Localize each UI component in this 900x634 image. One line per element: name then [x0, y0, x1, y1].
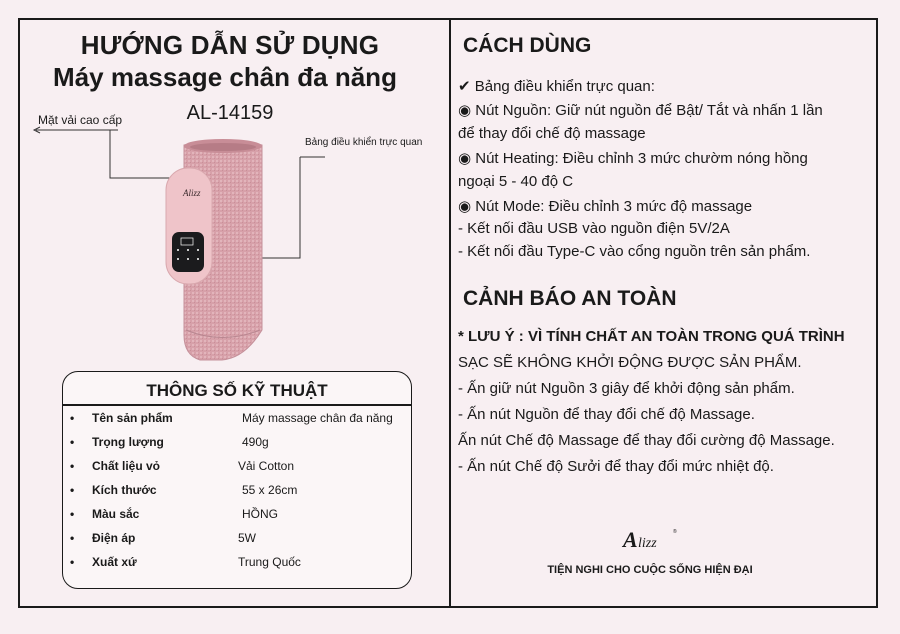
product-illustration [0, 0, 450, 370]
warning-line: SẠC SẼ KHÔNG KHỞI ĐỘNG ĐƯỢC SẢN PHẨM. [458, 354, 802, 371]
spec-row [70, 531, 410, 553]
bullet-icon: • [70, 435, 75, 449]
spec-value: Vải Cotton [238, 459, 295, 473]
usage-line: - Kết nối đầu Type-C vào cổng nguồn trên sản phẩm. [458, 243, 811, 260]
spec-key: Kích thước [92, 483, 157, 497]
spec-row [70, 435, 410, 457]
usage-line: ◉ Nút Heating: Điều chỉnh 3 mức chườm nóng hồng [458, 150, 808, 167]
manual-title: HƯỚNG DẪN SỬ DỤNG [80, 30, 380, 60]
usage-line: ngoại 5 - 40 độ C [458, 173, 574, 190]
spec-value: 490g [242, 435, 269, 449]
warning-line: - Ấn nút Chế độ Sưởi để thay đổi mức nhiệt độ. [458, 458, 774, 475]
spec-value: Máy massage chân đa năng [242, 411, 393, 425]
spec-row [70, 555, 410, 577]
brand-tagline: TIỆN NGHI CHO CUỘC SỐNG HIỆN ĐẠI [547, 564, 753, 576]
usage-heading: CÁCH DÙNG [463, 34, 592, 57]
specs-divider [62, 404, 412, 406]
usage-line: ✔ Bảng điều khiển trực quan: [458, 78, 655, 95]
spec-row [70, 459, 410, 481]
bullet-icon: • [70, 483, 75, 497]
spec-value: Trung Quốc [238, 555, 301, 569]
spec-row [70, 483, 410, 505]
warning-line: - Ấn nút Nguồn để thay đổi chế độ Massage. [458, 406, 755, 423]
spec-key: Màu sắc [92, 507, 140, 521]
usage-line: - Kết nối đầu USB vào nguồn điện 5V/2A [458, 220, 730, 237]
spec-key: Xuất xứ [92, 555, 137, 569]
usage-line: ◉ Nút Mode: Điều chỉnh 3 mức độ massage [458, 198, 753, 215]
spec-key: Trọng lượng [92, 435, 164, 449]
svg-text:lizz: lizz [638, 536, 657, 551]
spec-value: 55 x 26cm [242, 483, 298, 497]
bullet-icon: • [70, 507, 75, 521]
bullet-icon: • [70, 555, 75, 569]
spec-value: 5W [238, 531, 256, 545]
spec-key: Chất liệu vỏ [92, 459, 161, 473]
usage-line: để thay đổi chế độ massage [458, 125, 646, 142]
spec-row [70, 411, 410, 433]
panel-callout-label: Bảng điều khiển trực quan [305, 137, 423, 148]
model-number: AL-14159 [186, 102, 274, 124]
bullet-icon: • [70, 411, 75, 425]
svg-text:®: ® [673, 529, 677, 535]
warning-line: Ấn nút Chế độ Massage để thay đổi cường độ Massage. [458, 432, 835, 449]
bullet-icon: • [70, 459, 75, 473]
fabric-callout-label: Mặt vải cao cấp [38, 113, 123, 127]
usage-line: ◉ Nút Nguồn: Giữ nút nguồn để Bật/ Tắt và nhấn 1 lần [458, 102, 823, 119]
brand-logo [621, 515, 681, 555]
warning-line: - Ấn giữ nút Nguồn 3 giây để khởi động sản phẩm. [458, 380, 795, 397]
spec-key: Điện áp [92, 531, 136, 545]
spec-key: Tên sản phẩm [92, 411, 173, 425]
product-name-heading: Máy massage chân đa năng [53, 62, 397, 92]
bullet-icon: • [70, 531, 75, 545]
specs-title: THÔNG SỐ KỸ THUẬT [146, 381, 328, 400]
panel-callout-arrow [262, 157, 325, 258]
warning-note: * LƯU Ý : VÌ TÍNH CHẤT AN TOÀN TRONG QUÁ TRÌNH [458, 328, 845, 345]
safety-warning-heading: CẢNH BÁO AN TOÀN [463, 287, 677, 310]
device-brand-mark: Alizz [183, 188, 201, 198]
fabric-callout-arrow [34, 127, 185, 178]
spec-row [70, 507, 410, 529]
spec-value: HỒNG [242, 507, 278, 521]
svg-text:A: A [623, 527, 638, 552]
